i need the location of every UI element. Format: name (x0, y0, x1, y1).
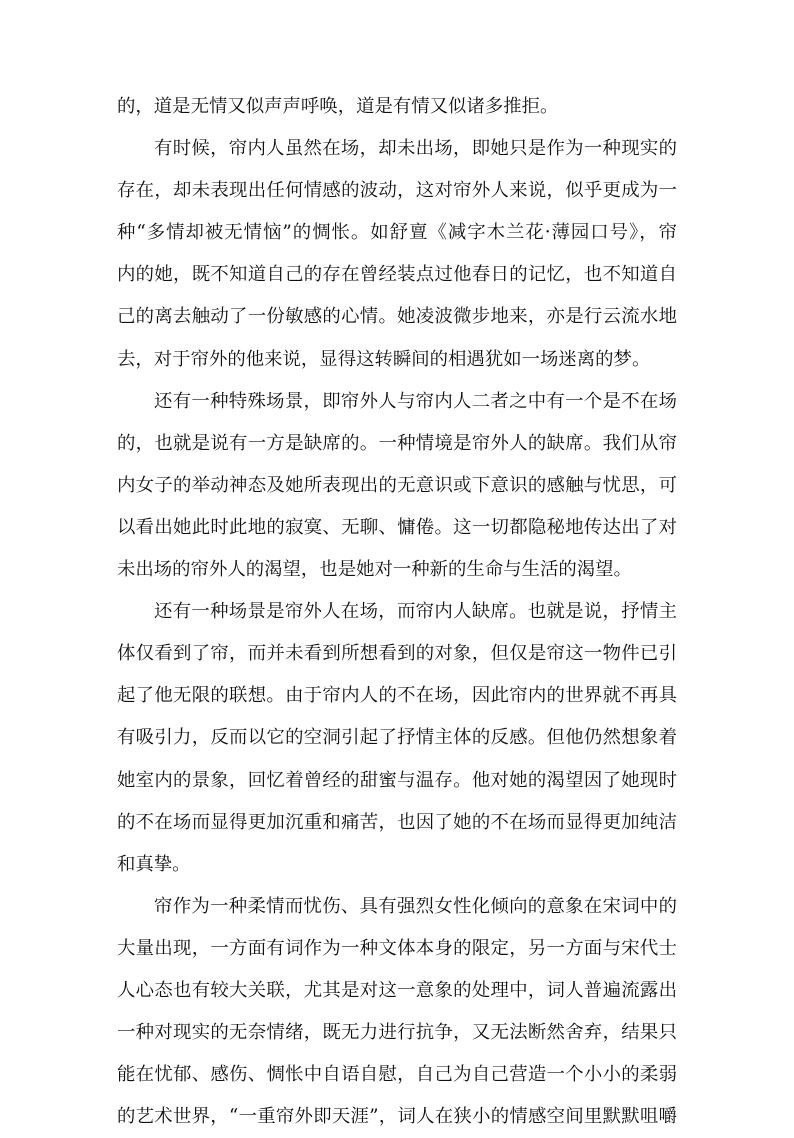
text-line: 的，也就是说有一方是缺席的。一种情境是帘外人的缺席。我们从帘 (117, 432, 677, 454)
paragraph-5 (117, 886, 677, 1138)
text-line: 的不在场而显得更加沉重和痛苦，也因了她的不在场而显得更加纯洁 (117, 811, 677, 833)
text-line: 内的她，既不知道自己的存在曾经装点过他春日的记忆，也不知道自 (117, 264, 677, 286)
text-line: 有时候，帘内人虽然在场，却未出场，即她只是作为一种现实的 (154, 138, 677, 160)
text-line: 的艺术世界，“一重帘外即天涯”，词人在狭小的情感空间里默默咀嚼 (117, 1106, 677, 1128)
text-line: 存在，却未表现出任何情感的波动，这对帘外人来说，似乎更成为一 (117, 180, 677, 202)
text-line: 还有一种场景是帘外人在场，而帘内人缺席。也就是说，抒情主 (154, 601, 677, 623)
document-page (117, 86, 677, 1138)
text-line: 种“多情却被无情恼”的惆怅。如舒亶《减字木兰花·薄园口号》，帘 (117, 222, 677, 244)
text-line: 能在忧郁、感伤、惆怅中自语自慰，自己为自己营造一个小小的柔弱 (117, 1064, 677, 1086)
text-line: 的，道是无情又似声声呼唤，道是有情又似诸多推拒。 (117, 96, 559, 117)
paragraph-3 (117, 381, 677, 591)
text-line: 人心态也有较大关联，尤其是对这一意象的处理中，词人普遍流露出 (117, 979, 677, 1001)
paragraph-1 (117, 86, 677, 128)
text-line: 去，对于帘外的他来说，显得这转瞬间的相遇犹如一场迷离的梦。 (117, 348, 651, 370)
text-line: 一种对现实的无奈情绪，既无力进行抗争，又无法断然舍弃，结果只 (117, 1022, 677, 1044)
text-line: 大量出现，一方面有词作为一种文体本身的限定，另一方面与宋代士 (117, 937, 677, 959)
text-line: 内女子的举动神态及她所表现出的无意识或下意识的感触与忧思，可 (117, 474, 677, 496)
text-line: 己的离去触动了一份敏感的心情。她凌波微步地来，亦是行云流水地 (117, 306, 677, 328)
text-line: 起了他无限的联想。由于帘内人的不在场，因此帘内的世界就不再具 (117, 685, 677, 707)
text-line: 体仅看到了帘，而并未看到所想看到的对象，但仅是帘这一物件已引 (117, 643, 677, 665)
text-line: 和真挚。 (117, 853, 191, 875)
paragraph-2 (117, 128, 677, 381)
text-line: 未出场的帘外人的渴望，也是她对一种新的生命与生活的渴望。 (117, 559, 632, 581)
text-line: 帘作为一种柔情而忧伤、具有强烈女性化倾向的意象在宋词中的 (154, 895, 677, 917)
paragraph-4 (117, 591, 677, 886)
text-line: 有吸引力，反而以它的空洞引起了抒情主体的反感。但他仍然想象着 (117, 727, 677, 749)
text-line: 她室内的景象，回忆着曾经的甜蜜与温存。他对她的渴望因了她现时 (117, 769, 677, 791)
text-line: 还有一种特殊场景，即帘外人与帘内人二者之中有一个是不在场 (154, 390, 677, 412)
text-line: 以看出她此时此地的寂寞、无聊、慵倦。这一切都隐秘地传达出了对 (117, 516, 677, 538)
